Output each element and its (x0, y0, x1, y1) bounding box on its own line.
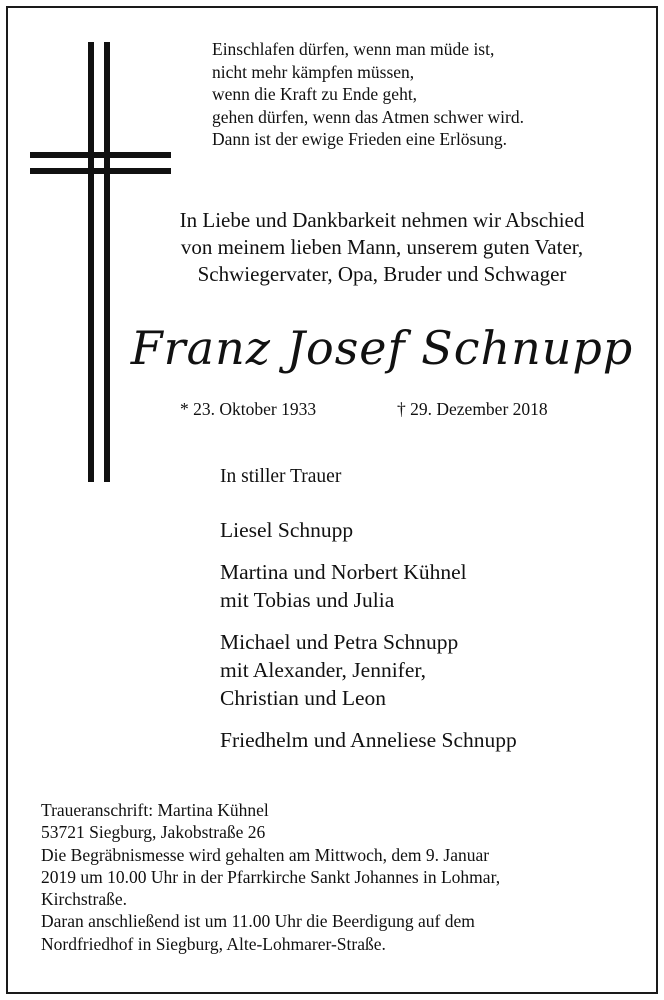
mourner-line: mit Alexander, Jennifer, (220, 658, 427, 682)
funeral-details (41, 799, 641, 955)
mourner-line: Michael und Petra Schnupp (220, 630, 459, 654)
poem-line: wenn die Kraft zu Ende geht, (212, 84, 418, 104)
farewell-line: Schwiegervater, Opa, Bruder und Schwager (197, 262, 567, 286)
mourner-group (220, 516, 640, 544)
mourners-list (220, 516, 640, 768)
poem-line: gehen dürfen, wenn das Atmen schwer wird. (212, 106, 524, 127)
details-line: Nordfriedhof in Siegburg, Alte-Lohmarer-Straße. (41, 933, 386, 954)
mourner-group (220, 628, 640, 712)
poem-line: nicht mehr kämpfen müssen, (212, 61, 415, 82)
mourner-group (220, 558, 640, 614)
mourner-line: Liesel Schnupp (220, 518, 354, 542)
details-line: Daran anschließend ist um 11.00 Uhr die Beerdigung auf dem (41, 911, 475, 932)
farewell-line: In Liebe und Dankbarkeit nehmen wir Abschied (179, 208, 585, 232)
address-line: 53721 Siegburg, Jakobstraße 26 (41, 822, 266, 843)
mourner-line: Martina und Norbert Kühnel (220, 560, 467, 584)
poem (212, 38, 632, 151)
farewell-text (116, 207, 648, 288)
mourner-line: Friedhelm und Anneliese Schnupp (220, 728, 517, 752)
poem-line: Einschlafen dürfen, wenn man müde ist, (212, 39, 495, 59)
mourner-line: mit Tobias und Julia (220, 588, 395, 612)
farewell-line: von meinem lieben Mann, unserem guten Vater, (180, 235, 584, 259)
address-line: Traueranschrift: Martina Kühnel (41, 800, 269, 820)
birth-date: * 23. Oktober 1933 (180, 399, 317, 419)
mourner-group (220, 726, 640, 754)
mourner-line: Christian und Leon (220, 686, 387, 710)
mourning-line: In stiller Trauer (220, 466, 342, 487)
details-line: 2019 um 10.00 Uhr in der Pfarrkirche Sankt Johannes in Lohmar, (41, 866, 501, 887)
poem-line: Dann ist der ewige Frieden eine Erlösung. (212, 129, 507, 149)
details-line: Die Begräbnismesse wird gehalten am Mittwoch, dem 9. Januar (41, 844, 490, 865)
death-date: † 29. Dezember 2018 (397, 399, 548, 419)
details-line: Kirchstraße. (41, 889, 128, 910)
deceased-name: Franz Josef Schnupp (130, 321, 634, 375)
